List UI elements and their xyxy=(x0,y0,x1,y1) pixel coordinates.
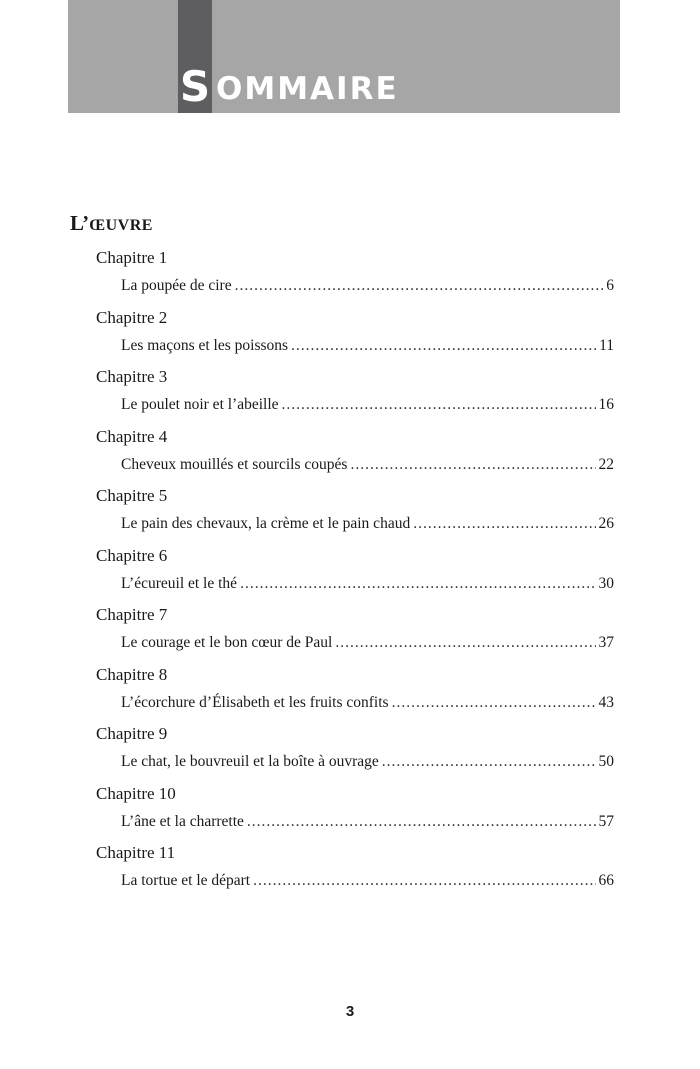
toc-entry-page: 50 xyxy=(598,753,614,770)
toc-entry-page: 16 xyxy=(598,396,614,413)
toc-entry-title: La poupée de cire xyxy=(121,277,232,294)
chapter-label: Chapitre 6 xyxy=(96,545,168,565)
header-initial: S xyxy=(179,62,211,111)
toc-entry[interactable] xyxy=(121,394,614,416)
dot-leader xyxy=(413,513,595,535)
toc-entry-page: 26 xyxy=(598,515,614,532)
chapter-label: Chapitre 9 xyxy=(96,724,168,743)
chapter-label: Chapitre 11 xyxy=(96,843,176,862)
dot-leader xyxy=(291,335,596,357)
toc-entry-page: 6 xyxy=(606,277,614,294)
toc-entry[interactable] xyxy=(121,513,614,535)
toc-entry-title: Le chat, le bouvreuil et la boîte à ouvrage xyxy=(121,753,379,770)
toc-entry-page: 66 xyxy=(598,872,614,889)
toc-entry-title: L’écorchure d’Élisabeth et les fruits confits xyxy=(121,693,389,711)
chapter-label: Chapitre 4 xyxy=(96,426,168,446)
toc-entry[interactable] xyxy=(121,632,614,654)
toc-entry[interactable] xyxy=(121,454,614,476)
toc-entry-page: 22 xyxy=(598,455,614,473)
toc-entry-title: Cheveux mouillés et sourcils coupés xyxy=(121,455,348,473)
toc-entry-title: L’écureuil et le thé xyxy=(121,574,238,592)
chapter-label: Chapitre 3 xyxy=(96,367,168,386)
header-title: OMMAIRE xyxy=(216,71,399,107)
toc-entry[interactable] xyxy=(121,335,614,357)
dot-leader xyxy=(392,692,596,714)
toc-entry-title: La tortue et le départ xyxy=(121,872,251,889)
dot-leader xyxy=(282,394,596,416)
toc-entry[interactable] xyxy=(121,275,614,297)
chapter-label: Chapitre 1 xyxy=(96,248,168,267)
dot-leader xyxy=(235,275,604,297)
chapter-label: Chapitre 10 xyxy=(96,783,176,803)
toc-entry[interactable] xyxy=(121,870,614,892)
toc-entry-page: 11 xyxy=(599,336,614,354)
toc-entry-page: 57 xyxy=(598,812,614,830)
dot-leader xyxy=(247,811,596,833)
dot-leader xyxy=(240,573,595,595)
chapter-label: Chapitre 5 xyxy=(96,486,168,505)
toc-entry-page: 37 xyxy=(598,634,614,651)
toc-entry-title: Le courage et le bon cœur de Paul xyxy=(121,634,333,651)
section-title-rest: ŒUVRE xyxy=(89,217,153,234)
toc-entry[interactable] xyxy=(121,573,614,595)
toc-entry[interactable] xyxy=(121,692,614,714)
toc-entry-page: 43 xyxy=(598,693,614,711)
dot-leader xyxy=(350,454,595,476)
toc-entry[interactable] xyxy=(121,811,614,833)
chapter-label: Chapitre 2 xyxy=(96,307,168,327)
toc-entry-page: 30 xyxy=(598,574,614,592)
toc-entry-title: Le pain des chevaux, la crème et le pain chaud xyxy=(121,515,411,532)
section-title-initial: L’ xyxy=(70,211,90,235)
toc-entry-title: L’âne et la charrette xyxy=(121,812,244,830)
dot-leader xyxy=(382,751,596,773)
toc-entry[interactable] xyxy=(121,751,614,773)
page-number: 3 xyxy=(345,1003,355,1020)
toc-entry-title: Les maçons et les poissons xyxy=(121,336,289,354)
toc-entry-title: Le poulet noir et l’abeille xyxy=(121,396,279,413)
chapter-label: Chapitre 8 xyxy=(96,664,168,684)
dot-leader xyxy=(253,870,595,892)
chapter-label: Chapitre 7 xyxy=(96,605,168,624)
dot-leader xyxy=(335,632,595,654)
